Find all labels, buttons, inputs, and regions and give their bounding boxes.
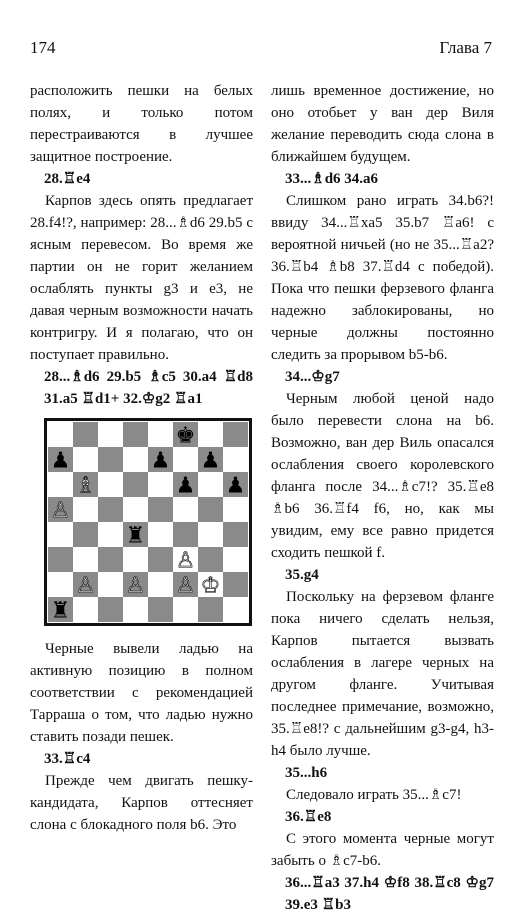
black-pawn-icon: ♟: [225, 473, 246, 499]
light-square: [148, 422, 173, 447]
dark-square: [73, 422, 98, 447]
left-column: [30, 80, 253, 836]
black-pawn-icon: ♟: [175, 473, 196, 499]
light-square: [223, 447, 248, 472]
light-square: [198, 472, 223, 497]
dark-square: [198, 497, 223, 522]
white-bishop-icon: ♗: [75, 473, 96, 499]
move-line: 33.♖c4: [44, 751, 91, 767]
black-rook-icon: ♜: [125, 523, 146, 549]
paragraph: Карпов здесь опять предлагает 28.f4!?, например: 28...♗d6 29.b5 с ясным перевесом. Во время же партии он не горит желанием ослаблять пункты g3 и e3, не давая черным возможности начать контригру. И я полагаю, что он поступает правильно.: [30, 193, 253, 363]
light-square: [48, 422, 73, 447]
paragraph: Слишком рано играть 34.b6?! ввиду 34...♖xa5 35.b7 ♖a6! с вероятной ничьей (но не 35...♖a2? 36.♖b4 ♗b8 37.♖d4 с победой). Пока что пешки ферзевого фланга надежно заблокированы, но черные должны постоянно следить за прорывом b5-b6.: [271, 193, 494, 363]
paragraph: Следовало играть 35...♗c7!: [286, 787, 462, 803]
move-line: 35...h6: [285, 765, 328, 781]
dark-square: [173, 522, 198, 547]
white-pawn-icon: ♙: [175, 548, 196, 574]
white-king-icon: ♔: [200, 573, 221, 599]
chess-diagram: [44, 418, 252, 626]
light-square: [173, 447, 198, 472]
move-line: 28...♗d6 29.b5 ♗c5 30.a4 ♖d8 31.a5 ♖d1+ 32.♔g2 ♖a1: [44, 369, 253, 407]
light-square: [48, 572, 73, 597]
paragraph: Прежде чем двигать пешку-кандидата, Карпов оттесняет слона с блокадного поля b6. Это: [30, 773, 253, 833]
move-line: 33...♗d6 34.a6: [285, 171, 379, 187]
chess-board: [44, 418, 252, 626]
black-king-icon: ♚: [175, 423, 196, 449]
light-square: [173, 597, 198, 622]
light-square: [48, 472, 73, 497]
paragraph: Черным любой ценой надо было перевести слона на b6. Возможно, ван дер Виль опасался ослабления своего королевского фланга после 34...♗c7!? 35.♖e8 ♗b6 36.♖f4 f6, но, как мы увидим, ему все равно придется сходить пешкой f.: [271, 391, 494, 561]
move-line: 34...♔g7: [285, 369, 340, 385]
running-header-chapter: Глава 7: [439, 38, 492, 57]
light-square: [148, 572, 173, 597]
right-column: [271, 80, 494, 916]
light-square: [48, 522, 73, 547]
light-square: [173, 497, 198, 522]
black-pawn-icon: ♟: [150, 448, 171, 474]
paragraph: расположить пешки на белых полях, и только потом перестраиваются в лучшее защитное построение.: [30, 83, 253, 165]
light-square: [223, 497, 248, 522]
light-square: [98, 522, 123, 547]
dark-square: [73, 522, 98, 547]
light-square: [223, 597, 248, 622]
move-line: 28.♖e4: [44, 171, 91, 187]
light-square: [198, 422, 223, 447]
move-line: 36...♖a3 37.h4 ♔f8 38.♖c8 ♔g7 39.e3 ♖b3: [285, 875, 494, 913]
light-square: [123, 597, 148, 622]
dark-square: [223, 522, 248, 547]
black-rook-icon: ♜: [50, 598, 71, 624]
dark-square: [148, 547, 173, 572]
white-pawn-icon: ♙: [175, 573, 196, 599]
light-square: [73, 547, 98, 572]
dark-square: [98, 447, 123, 472]
paragraph: Черные вывели ладью на активную позицию в полном соответствии с рекомендацией Тарраша о том, что ладью нужно ставить позади пешек.: [30, 641, 253, 745]
white-pawn-icon: ♙: [75, 573, 96, 599]
light-square: [98, 472, 123, 497]
move-line: 36.♖e8: [285, 809, 332, 825]
paragraph: лишь временное достижение, но оно отобьет у ван дер Виля желание переводить сюда слона в ближайшем будущем.: [271, 83, 494, 165]
black-pawn-icon: ♟: [200, 448, 221, 474]
dark-square: [198, 597, 223, 622]
dark-square: [98, 597, 123, 622]
move-line: 35.g4: [285, 567, 319, 583]
dark-square: [148, 497, 173, 522]
dark-square: [148, 597, 173, 622]
black-pawn-icon: ♟: [50, 448, 71, 474]
dark-square: [198, 547, 223, 572]
page-number: 174: [30, 38, 56, 57]
light-square: [98, 422, 123, 447]
light-square: [123, 547, 148, 572]
white-pawn-icon: ♙: [50, 498, 71, 524]
light-square: [73, 447, 98, 472]
light-square: [148, 522, 173, 547]
dark-square: [98, 547, 123, 572]
light-square: [148, 472, 173, 497]
dark-square: [223, 422, 248, 447]
light-square: [123, 497, 148, 522]
light-square: [73, 497, 98, 522]
light-square: [98, 572, 123, 597]
light-square: [123, 447, 148, 472]
dark-square: [223, 572, 248, 597]
paragraph: С этого момента черные могут забыть о ♗c7-b6.: [271, 831, 494, 869]
white-pawn-icon: ♙: [125, 573, 146, 599]
paragraph: Поскольку на ферзевом фланге пока ничего сделать нельзя, Карпов пытается вызвать ослабления в лагере черных на другом фланге. Учитывая последнее примечание, возможно, 35.♖e8!? с дальнейшим g3-g4, h3-h4 было лучше.: [271, 589, 494, 759]
light-square: [223, 547, 248, 572]
dark-square: [123, 422, 148, 447]
dark-square: [123, 472, 148, 497]
light-square: [73, 597, 98, 622]
light-square: [198, 522, 223, 547]
dark-square: [48, 547, 73, 572]
dark-square: [98, 497, 123, 522]
